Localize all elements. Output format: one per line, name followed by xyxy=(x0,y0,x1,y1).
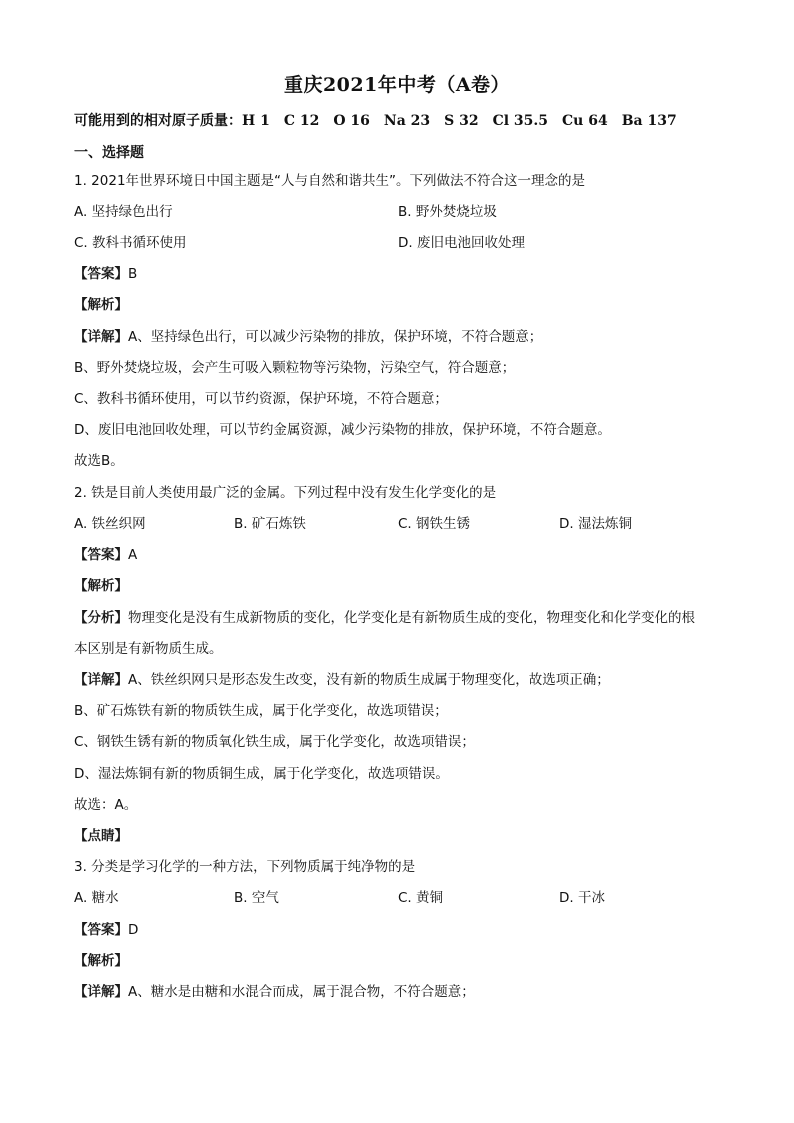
q2-fenxi-1 xyxy=(74,609,695,627)
q1-answer xyxy=(74,265,137,283)
q2-dianjing-tag: 【点睛】 xyxy=(74,828,128,844)
answer-value: D xyxy=(128,922,139,938)
q1-option-c: C. 教科书循环使用 xyxy=(74,235,187,251)
q3-option-a: A. 糖水 xyxy=(74,890,119,906)
q2-answer xyxy=(74,546,137,564)
answer-tag: 【答案】 xyxy=(74,922,128,938)
q2-detail-1 xyxy=(74,671,610,689)
answer-tag: 【答案】 xyxy=(74,266,128,282)
detail-tag: 【详解】 xyxy=(74,984,128,1000)
question-2-stem: 2. 铁是目前人类使用最广泛的金属。下列过程中没有发生化学变化的是 xyxy=(74,485,497,501)
q2-conclusion: 故选：A。 xyxy=(74,797,138,813)
q3-detail-1 xyxy=(74,983,475,1001)
q3-option-d: D. 干冰 xyxy=(559,890,605,906)
q1-detail-2: B、野外焚烧垃圾，会产生可吸入颗粒物等污染物，污染空气，符合题意； xyxy=(74,360,516,376)
detail-text: A、坚持绿色出行，可以减少污染物的排放，保护环境，不符合题意； xyxy=(128,329,543,345)
section-heading: 一、选择题 xyxy=(74,145,144,161)
q2-detail-3: C、钢铁生锈有新的物质氧化铁生成，属于化学变化，故选项错误； xyxy=(74,734,475,750)
q3-answer xyxy=(74,921,138,939)
question-3-stem: 3. 分类是学习化学的一种方法，下列物质属于纯净物的是 xyxy=(74,859,416,875)
q3-option-c: C. 黄铜 xyxy=(398,890,444,906)
detail-text: A、糖水是由糖和水混合而成，属于混合物，不符合题意； xyxy=(128,984,475,1000)
page-title: 重庆2021年中考（A卷） xyxy=(283,74,511,96)
q3-option-b: B. 空气 xyxy=(234,890,279,906)
q2-option-d: D. 湿法炼铜 xyxy=(559,516,632,532)
detail-tag: 【详解】 xyxy=(74,329,128,345)
detail-tag: 【详解】 xyxy=(74,672,128,688)
q2-detail-4: D、湿法炼铜有新的物质铜生成，属于化学变化，故选项错误。 xyxy=(74,766,449,782)
q1-option-a: A. 坚持绿色出行 xyxy=(74,204,173,220)
detail-text: A、铁丝织网只是形态发生改变，没有新的物质生成属于物理变化，故选项正确； xyxy=(128,672,610,688)
q3-analysis-tag: 【解析】 xyxy=(74,953,128,969)
q2-fenxi-2: 本区别是有新物质生成。 xyxy=(74,641,223,657)
atomic-masses: 可能用到的相对原子质量：H 1 C 12 O 16 Na 23 S 32 Cl 35.5 Cu 64 Ba 137 xyxy=(74,113,677,129)
answer-value: B xyxy=(128,266,138,282)
q2-option-b: B. 矿石炼铁 xyxy=(234,516,306,532)
q1-option-b: B. 野外焚烧垃圾 xyxy=(398,204,497,220)
answer-tag: 【答案】 xyxy=(74,547,128,563)
question-1-stem: 1. 2021年世界环境日中国主题是“人与自然和谐共生”。下列做法不符合这一理念的是 xyxy=(74,173,586,189)
q1-detail-1 xyxy=(74,328,542,346)
q2-option-a: A. 铁丝织网 xyxy=(74,516,146,532)
q2-analysis-tag: 【解析】 xyxy=(74,578,128,594)
fenxi-text: 物理变化是没有生成新物质的变化，化学变化是有新物质生成的变化，物理变化和化学变化的根 xyxy=(128,610,695,626)
q1-option-d: D. 废旧电池回收处理 xyxy=(398,235,525,251)
q1-analysis-tag: 【解析】 xyxy=(74,297,128,313)
q2-option-c: C. 钢铁生锈 xyxy=(398,516,471,532)
q1-conclusion: 故选B。 xyxy=(74,453,124,469)
q1-detail-4: D、废旧电池回收处理，可以节约金属资源，减少污染物的排放，保护环境，不符合题意。 xyxy=(74,422,611,438)
answer-value: A xyxy=(128,547,138,563)
q2-detail-2: B、矿石炼铁有新的物质铁生成，属于化学变化，故选项错误； xyxy=(74,703,448,719)
fenxi-tag: 【分析】 xyxy=(74,610,128,626)
q1-detail-3: C、教科书循环使用，可以节约资源，保护环境，不符合题意； xyxy=(74,391,448,407)
